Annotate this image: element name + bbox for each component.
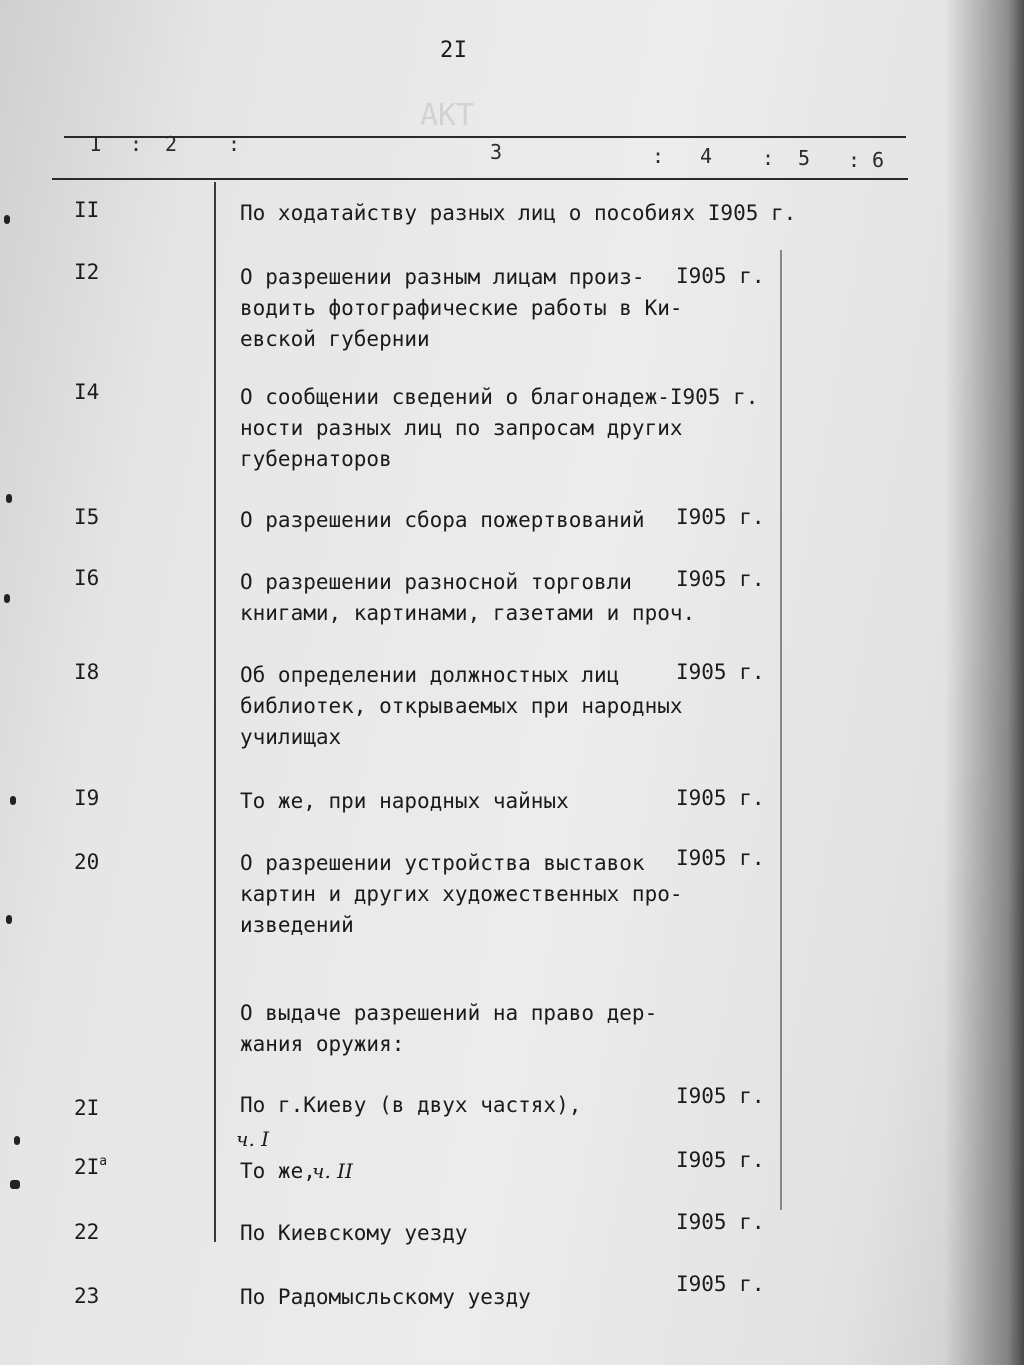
binding-hole — [4, 215, 10, 224]
row-description — [240, 1282, 531, 1313]
description-line: О выдаче разрешений на право дер- — [240, 1001, 658, 1025]
bleed-through-text: АКТ — [420, 98, 475, 133]
row-number: I4 — [74, 380, 100, 404]
header-rule-top — [64, 136, 906, 138]
section-heading — [240, 998, 657, 1060]
handwritten-note: ч. II — [312, 1159, 353, 1183]
row-year: I905 г. — [676, 786, 765, 810]
row-year: I905 г. — [676, 1210, 765, 1234]
row-number: 23 — [74, 1284, 100, 1308]
row-description — [240, 786, 569, 817]
row-number: 22 — [74, 1220, 100, 1244]
description-line: О разрешении сбора пожертвований — [240, 508, 645, 532]
description-line: То же, — [240, 1159, 316, 1183]
row-year: I905 г. — [676, 505, 765, 529]
description-line: училищах — [240, 725, 342, 749]
description-line: О разрешении разным лицам произ- — [240, 265, 645, 289]
row-year: I905 г. — [676, 660, 765, 684]
row-description — [240, 198, 796, 229]
column-divider-right — [780, 250, 782, 1210]
row-number: I6 — [74, 566, 100, 590]
row-description — [240, 660, 683, 753]
row-number: II — [74, 198, 100, 222]
row-year: I905 г. — [676, 1084, 765, 1108]
description-line: Об определении должностных лиц — [240, 663, 620, 687]
row-number — [74, 1154, 107, 1179]
binding-hole — [6, 915, 12, 924]
row-number-superscript: а — [99, 1154, 108, 1169]
row-number: 20 — [74, 850, 100, 874]
column-divider-left — [214, 182, 216, 1242]
row-number: 2I — [74, 1096, 100, 1120]
description-line: жания оружия: — [240, 1032, 405, 1056]
col-separator-5: : — [848, 148, 861, 172]
col-separator-4: : — [762, 146, 775, 170]
row-year: I905 г. — [676, 567, 765, 591]
row-number: I8 — [74, 660, 100, 684]
row-description — [240, 1218, 468, 1249]
binding-hole — [10, 1180, 20, 1189]
description-line: О разрешении разносной торговли — [240, 570, 632, 594]
row-year: I905 г. — [676, 846, 765, 870]
description-line: По г.Киеву (в двух частях), — [240, 1093, 582, 1117]
col-heading-1: I — [90, 132, 103, 156]
row-description — [240, 567, 695, 629]
page-shadow — [944, 0, 1024, 1365]
row-description — [240, 848, 683, 941]
description-line: О сообщении сведений о благонадеж-I905 г. — [240, 385, 759, 409]
description-line: евской губернии — [240, 327, 430, 351]
binding-hole — [4, 594, 10, 603]
row-year: I905 г. — [676, 264, 765, 288]
col-heading-5: 5 — [798, 146, 811, 170]
row-description — [240, 505, 645, 536]
col-heading-2: 2 — [165, 132, 178, 156]
binding-hole — [10, 796, 16, 805]
row-description — [240, 262, 683, 355]
col-heading-3: 3 — [490, 140, 503, 164]
row-number-text: 2I — [74, 1155, 100, 1179]
description-line: губернаторов — [240, 447, 392, 471]
description-line: То же, при народных чайных — [240, 789, 569, 813]
description-line: изведений — [240, 913, 354, 937]
row-year: I905 г. — [676, 1272, 765, 1296]
col-heading-4: 4 — [700, 144, 713, 168]
col-separator-1: : — [130, 132, 143, 156]
row-number: I5 — [74, 505, 100, 529]
description-line: По Радомысльскому уезду — [240, 1285, 531, 1309]
binding-hole — [6, 494, 12, 503]
col-separator-2: : — [228, 132, 241, 156]
handwritten-note: ч. I — [236, 1127, 270, 1151]
description-line: водить фотографические работы в Ки- — [240, 296, 683, 320]
description-line: О разрешении устройства выставок — [240, 851, 645, 875]
row-year: I905 г. — [676, 1148, 765, 1172]
description-line: По ходатайству разных лиц о пособиях I905 г. — [240, 201, 797, 225]
row-description — [240, 382, 758, 475]
header-rule-bottom — [52, 178, 908, 180]
col-separator-3: : — [652, 144, 665, 168]
row-number: I9 — [74, 786, 100, 810]
row-number: I2 — [74, 260, 100, 284]
description-line: книгами, картинами, газетами и проч. — [240, 601, 696, 625]
page-number: 2I — [440, 38, 468, 63]
description-line: картин и других художественных про- — [240, 882, 683, 906]
row-description — [240, 1156, 316, 1187]
description-line: По Киевскому уезду — [240, 1221, 468, 1245]
col-heading-6: 6 — [872, 148, 885, 172]
description-line: ности разных лиц по запросам других — [240, 416, 683, 440]
row-description — [240, 1090, 581, 1121]
binding-hole — [14, 1136, 20, 1145]
description-line: библиотек, открываемых при народных — [240, 694, 683, 718]
